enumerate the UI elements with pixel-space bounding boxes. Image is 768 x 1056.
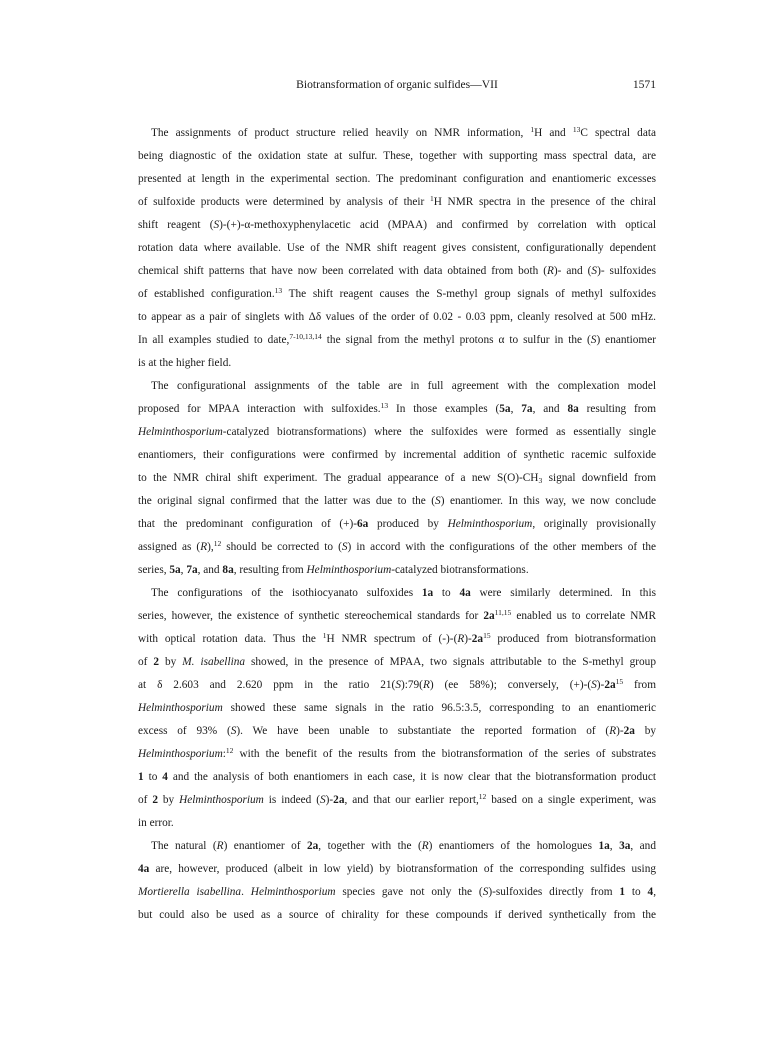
text-line: excess of 93% (S). We have been unable to substantiate the reported formation of (R)-2a by bbox=[138, 725, 657, 737]
text-line: proposed for MPAA interaction with sulfoxides.$^{13}$ In those examples (5a, 7a, and 8a resulting from bbox=[138, 401, 656, 415]
page-header bbox=[138, 78, 656, 96]
text-line: In all examples studied to date,$^{7-10,13,14}$ the signal from the methyl protons α to sulfur in the (S) enantiomer bbox=[138, 332, 656, 346]
text-line: but could also be used as a source of chirality for these compounds if derived synthetically from the bbox=[138, 909, 656, 921]
page-number: 1571 bbox=[632, 78, 656, 91]
text-line: assigned as (R),$^{12}$ should be corrected to (S) in accord with the configurations of the other members of the bbox=[138, 539, 656, 553]
text-line: of established configuration.$^{13}$ The shift reagent causes the S-methyl group signals of methyl sulfoxides bbox=[138, 286, 656, 300]
text-line: The configurational assignments of the table are in full agreement with the complexation model bbox=[151, 380, 656, 392]
text-line: at δ 2.603 and 2.620 ppm in the ratio 21(S):79(R) (ee 58%); conversely, $(+)-(S)-2a^{15}$ from bbox=[138, 677, 656, 691]
text-line: Mortierella isabellina. Helminthosporium species gave not only the (S)-sulfoxides directly from 1 to 4, bbox=[138, 886, 657, 898]
paragraph bbox=[138, 835, 656, 927]
paragraph bbox=[138, 582, 656, 835]
text-line: the original signal confirmed that the latter was due to the (S) enantiomer. In this way, we now conclude bbox=[138, 495, 657, 507]
text-line: of 2 by Helminthosporium is indeed (S)-2a, and that our earlier report,$^{12}$ based on a single experiment, was bbox=[138, 792, 656, 806]
text-line: to the NMR chiral shift experiment. The gradual appearance of a new $S(O)-CH_3$ signal downfield from bbox=[138, 472, 656, 485]
text-line: is at the higher field. bbox=[138, 357, 232, 369]
text-line: Helminthosporium:$^{12}$ with the benefit of the results from the biotransformation of the series of substrates bbox=[138, 746, 656, 760]
text-line: Helminthosporium-catalyzed biotransformations) where the sulfoxides were formed as essentially single bbox=[138, 426, 656, 438]
text-line: enantiomers, their configurations were confirmed by incremental addition of synthetic racemic sulfoxide bbox=[138, 449, 656, 461]
text-line: The assignments of product structure relied heavily on NMR information, $^1$H and $^{13}$C spectral data bbox=[151, 125, 656, 139]
text-line: Helminthosporium showed these same signals in the ratio 96.5:3.5, corresponding to an enantiomeric bbox=[138, 702, 656, 714]
text-line: shift reagent (S)-(+)-α-methoxyphenylacetic acid (MPAA) and confirmed by correlation with optical bbox=[138, 219, 656, 231]
text-line: chemical shift patterns that have now been correlated with data obtained from both (R)- and (S)- sulfoxides bbox=[138, 265, 656, 277]
text-line: presented at length in the experimental section. The predominant configuration and enantiomeric excesses bbox=[138, 173, 656, 185]
text-line: that the predominant configuration of (+)-6a produced by Helminthosporium, originally provisionally bbox=[138, 518, 656, 530]
running-title: Biotransformation of organic sulfides—VII bbox=[296, 78, 498, 91]
text-line: 4a are, however, produced (albeit in low yield) by biotransformation of the corresponding sulfides using bbox=[138, 863, 656, 875]
text-line: with optical rotation data. Thus the $^1$H NMR spectrum of $(-)-(R)-2a^{15}$ produced from biotransformation bbox=[138, 631, 656, 645]
paragraph bbox=[138, 375, 656, 582]
body-text bbox=[138, 122, 656, 927]
text-line: series, however, the existence of synthetic stereochemical standards for $2a^{11,15}$ enabled us to correlate NMR bbox=[138, 608, 656, 622]
text-line: The natural (R) enantiomer of 2a, together with the (R) enantiomers of the homologues 1a, 3a, and bbox=[151, 840, 656, 852]
text-line: 1 to 4 and the analysis of both enantiomers in each case, it is now clear that the biotransformation product bbox=[138, 771, 656, 783]
paragraph bbox=[138, 122, 656, 375]
text-line: series, 5a, 7a, and 8a, resulting from Helminthosporium-catalyzed biotransformations. bbox=[138, 564, 529, 576]
text-line: in error. bbox=[138, 817, 174, 829]
text-line: to appear as a pair of singlets with Δδ values of the order of 0.02 - 0.03 ppm, cleanly resolved at 500 mHz. bbox=[138, 311, 656, 323]
text-line: of 2 by M. isabellina showed, in the presence of MPAA, two signals attributable to the S-methyl group bbox=[138, 656, 656, 668]
text-line: The configurations of the isothiocyanato sulfoxides 1a to 4a were similarly determined. In this bbox=[151, 587, 656, 599]
text-line: of sulfoxide products were determined by analysis of their $^1$H NMR spectra in the presence of the chiral bbox=[138, 194, 656, 208]
text-line: being diagnostic of the oxidation state at sulfur. These, together with supporting mass spectral data, are bbox=[138, 150, 656, 162]
text-line: rotation data where available. Use of the NMR shift reagent gives consistent, configurationally dependent bbox=[138, 242, 656, 254]
